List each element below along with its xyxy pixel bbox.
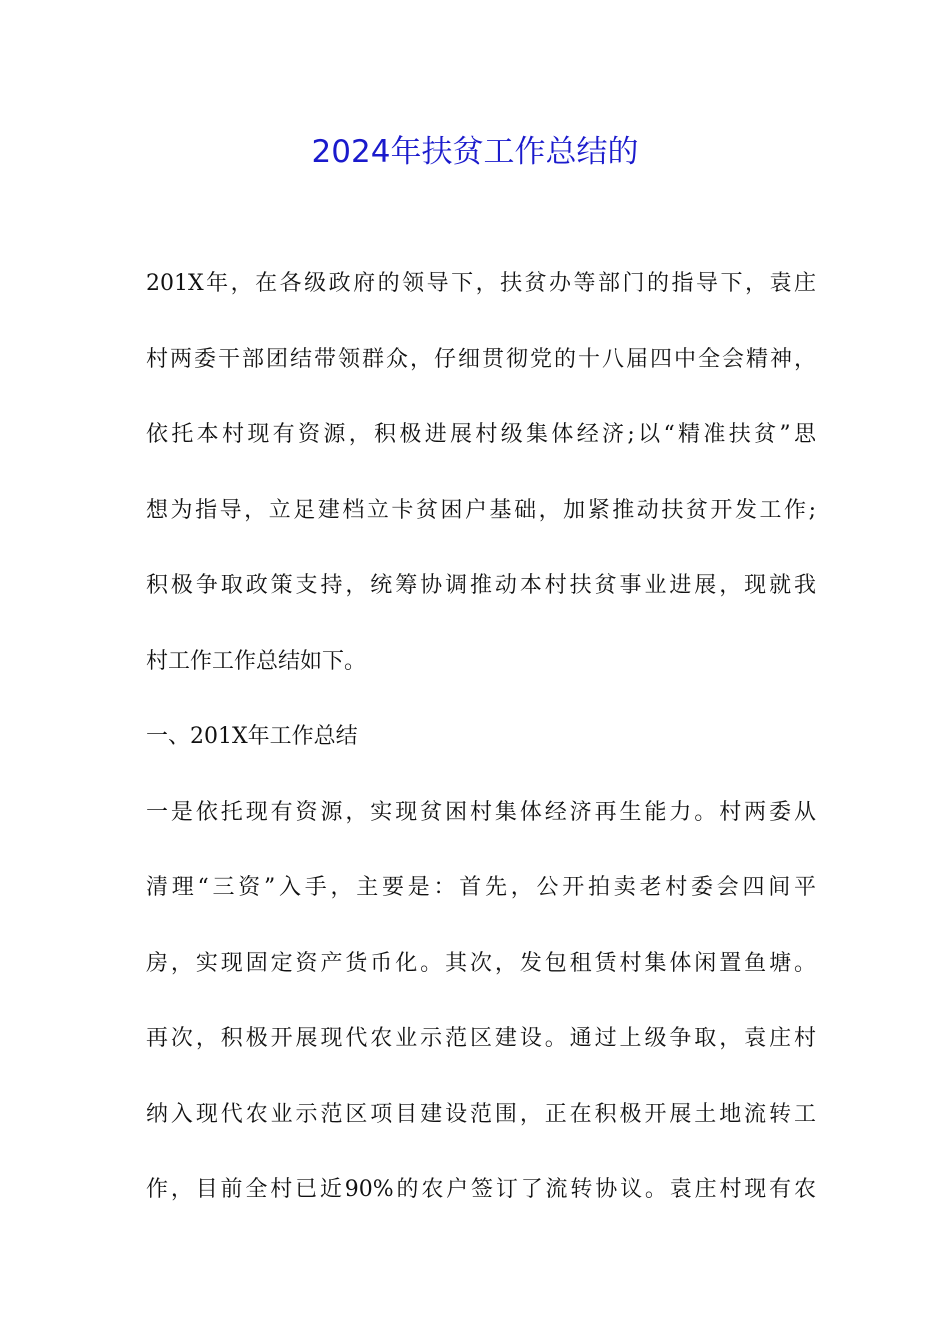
section-heading: 一、201X年工作总结 [146, 724, 358, 749]
paragraph-line: 清理“三资”入手，主要是：首先，公开拍卖老村委会四间平 [146, 875, 816, 900]
paragraph-line: 作，目前全村已近90%的农户签订了流转协议。袁庄村现有农 [146, 1177, 816, 1202]
paragraph-line: 一是依托现有资源，实现贫困村集体经济再生能力。村两委从 [146, 799, 816, 825]
paragraph-line: 想为指导，立足建档立卡贫困户基础，加紧推动扶贫开发工作; [146, 497, 816, 523]
paragraph-line: 村两委干部团结带领群众，仔细贯彻党的十八届四中全会精神， [146, 346, 816, 372]
paragraph-line: 房，实现固定资产货币化。其次，发包租赁村集体闲置鱼塘。 [146, 950, 816, 976]
paragraph-line: 纳入现代农业示范区项目建设范围，正在积极开展土地流转工 [146, 1101, 816, 1127]
paragraph-line: 积极争取政策支持，统筹协调推动本村扶贫事业进展，现就我 [146, 573, 816, 598]
document-title: 2024年扶贫工作总结的 [311, 134, 639, 170]
paragraph-line: 201X年，在各级政府的领导下，扶贫办等部门的指导下，袁庄 [146, 271, 816, 296]
paragraph-line: 再次，积极开展现代农业示范区建设。通过上级争取，袁庄村 [146, 1026, 816, 1051]
paragraph-line: 村工作工作总结如下。 [146, 648, 367, 674]
paragraph-line: 依托本村现有资源，积极进展村级集体经济;以“精准扶贫”思 [146, 422, 816, 447]
document-body [146, 262, 816, 1244]
